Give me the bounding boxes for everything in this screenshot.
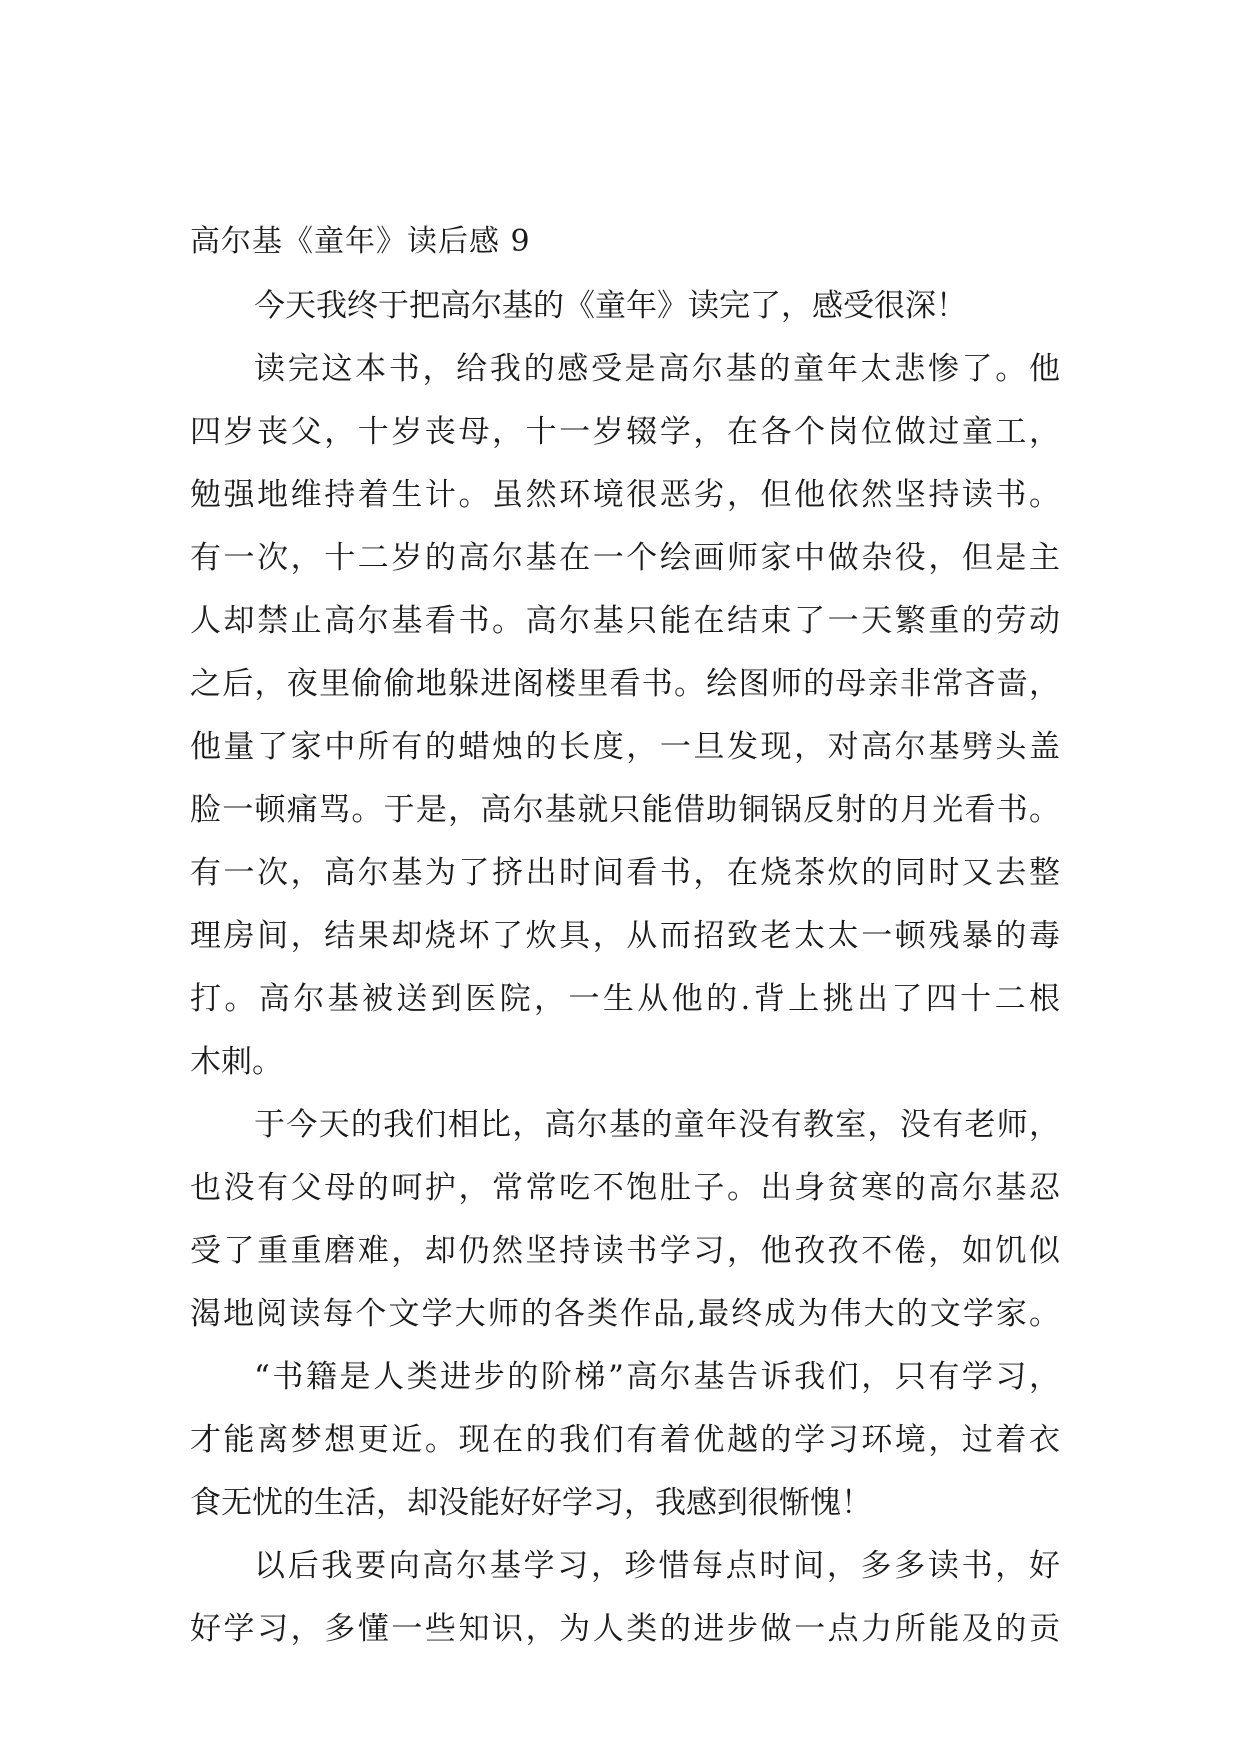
paragraph-3-line-1: 于今天的我们相比，高尔基的童年没有教室，没有老师， (254, 1107, 1060, 1143)
paragraph-2-line-5: 人却禁止高尔基看书。高尔基只能在结束了一天繁重的劳动 (190, 603, 1060, 639)
paragraph-3-line-4: 渴地阅读每个文学大师的各类作品,最终成为伟大的文学家。 (190, 1296, 1060, 1332)
paragraph-4-line-3: 食无忧的生活，却没能好好学习，我感到很惭愧！ (190, 1485, 872, 1521)
paragraph-3-line-3: 受了重重磨难，却仍然坚持读书学习，他孜孜不倦，如饥似 (190, 1233, 1060, 1269)
paragraph-2-line-6: 之后，夜里偷偷地躲进阁楼里看书。绘图师的母亲非常吝啬， (190, 666, 1060, 702)
paragraph-2-line-2: 四岁丧父，十岁丧母，十一岁辍学，在各个岗位做过童工， (190, 414, 1060, 450)
paragraph-5-line-1: 以后我要向高尔基学习，珍惜每点时间，多多读书，好 (254, 1548, 1060, 1584)
paragraph-2-line-8: 脸一顿痛骂。于是，高尔基就只能借助铜锅反射的月光看书。 (190, 792, 1060, 828)
paragraph-2-line-12: 木刺。 (190, 1044, 283, 1080)
document-title: 高尔基《童年》读后感 9 (190, 224, 531, 259)
paragraph-2-line-7: 他量了家中所有的蜡烛的长度，一旦发现，对高尔基劈头盖 (190, 729, 1060, 765)
paragraph-2-line-9: 有一次，高尔基为了挤出时间看书，在烧茶炊的同时又去整 (190, 855, 1060, 891)
paragraph-2-line-4: 有一次，十二岁的高尔基在一个绘画师家中做杂役，但是主 (190, 540, 1060, 576)
paragraph-2-line-3: 勉强地维持着生计。虽然环境很恶劣，但他依然坚持读书。 (190, 477, 1060, 513)
paragraph-1-line-1: 今天我终于把高尔基的《童年》读完了，感受很深！ (254, 288, 967, 324)
paragraph-2-line-10: 理房间，结果却烧坏了炊具，从而招致老太太一顿残暴的毒 (190, 918, 1060, 954)
paragraph-2-line-1: 读完这本书，给我的感受是高尔基的童年太悲惨了。他 (254, 351, 1060, 387)
paragraph-4-line-1: “书籍是人类进步的阶梯”高尔基告诉我们，只有学习， (254, 1359, 1060, 1395)
paragraph-5-line-2: 好学习，多懂一些知识，为人类的进步做一点力所能及的贡 (190, 1611, 1060, 1647)
paragraph-2-line-11: 打。高尔基被送到医院，一生从他的.背上挑出了四十二根 (190, 981, 1060, 1017)
paragraph-4-line-2: 才能离梦想更近。现在的我们有着优越的学习环境，过着衣 (190, 1422, 1060, 1458)
paragraph-3-line-2: 也没有父母的呵护，常常吃不饱肚子。出身贫寒的高尔基忍 (190, 1170, 1060, 1206)
